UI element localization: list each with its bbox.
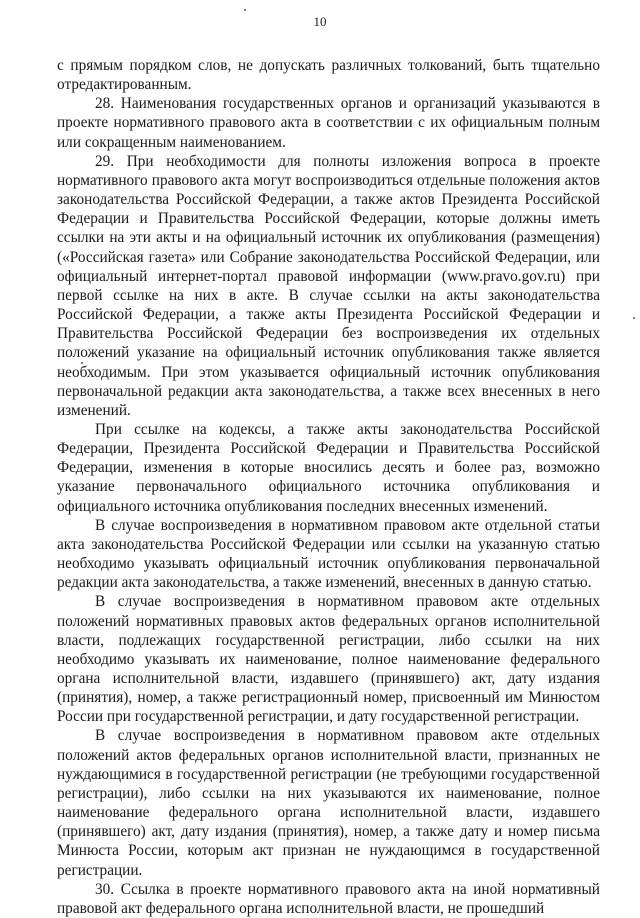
scan-speck [633,317,635,319]
paragraph-continuation: с прямым порядком слов, не допускать различных толкований, быть тщательно отредактированным. [57,57,600,94]
paragraph-29: 29. При необходимости для полноты изложения вопроса в проекте нормативного правового акта могут воспроизводиться отдельные положения актов законодательства Российской Федерации, а также актов Президента Российской Федерации и Правительства Российской Федерации, которые должны иметь ссылки на эти акты и на официальный источник их опубликования (размещения) («Российская газета» или Собрание законодательства Российской Федерации, или официальный интернет-портал правовой информации (www.pravo.gov.ru) при первой ссылке на них в акте. В случае ссылки на акты законодательства Российской Федерации, а также акты Президента Российской Федерации и Правительства Российской Федерации без воспроизведения их отдельных положений указание на официальный источник опубликования также является необходимым. При этом указывается официальный источник опубликования первоначальной редакции акта законодательства, а также всех внесенных в него изменений. [57,152,600,419]
page-number: 10 [313,14,327,29]
document-body [57,56,600,918]
paragraph-30: 30. Ссылка в проекте нормативного правового акта на иной нормативный правовой акт федерального органа исполнительной власти, не прошедший [57,880,600,917]
paragraph-29-codes: При ссылке на кодексы, а также акты законодательства Российской Федерации, Президента Российской Федерации и Правительства Российской Федерации, изменения в которые вносились десять и более раз, возможно указание первоначального официального источника опубликования и официального источника опубликования последних внесенных изменений. [57,420,600,515]
paragraph-29-unregistered-acts: В случае воспроизведения в нормативном правовом акте отдельных положений актов федеральных органов исполнительной власти, признанных не нуждающимися в государственной регистрации (не требующими государственной регистрации), либо ссылки на них указываются их наименование, полное наименование федерального органа исполнительной власти, издавшего (принявшего) акт, дату издания (принятия), номер, а также дату и номер письма Минюста России, которым акт признан не нуждающимся в государственной регистрации. [57,727,600,879]
scan-speck [244,9,246,11]
paragraph-29-registered-acts: В случае воспроизведения в нормативном правовом акте отдельных положений нормативных правовых актов федеральных органов исполнительной власти, подлежащих государственной регистрации, либо ссылки на них необходимо указывать их наименование, полное наименование федерального органа исполнительной власти, издавшего (принявшего) акт, дату издания (принятия), номер, а также регистрационный номер, присвоенный им Минюстом России при государственной регистрации, и дату государственной регистрации. [57,593,600,726]
paragraph-28: 28. Наименования государственных органов и организаций указываются в проекте нормативного правового акта в соответствии с их официальным полным или сокращенным наименованием. [57,95,600,151]
paragraph-29-article: В случае воспроизведения в нормативном правовом акте отдельной статьи акта законодательства Российской Федерации или ссылки на указанную статью необходимо указывать официальный источник опубликования первоначальной редакции акта законодательства, а также изменений, внесенных в данную статью. [57,516,600,592]
